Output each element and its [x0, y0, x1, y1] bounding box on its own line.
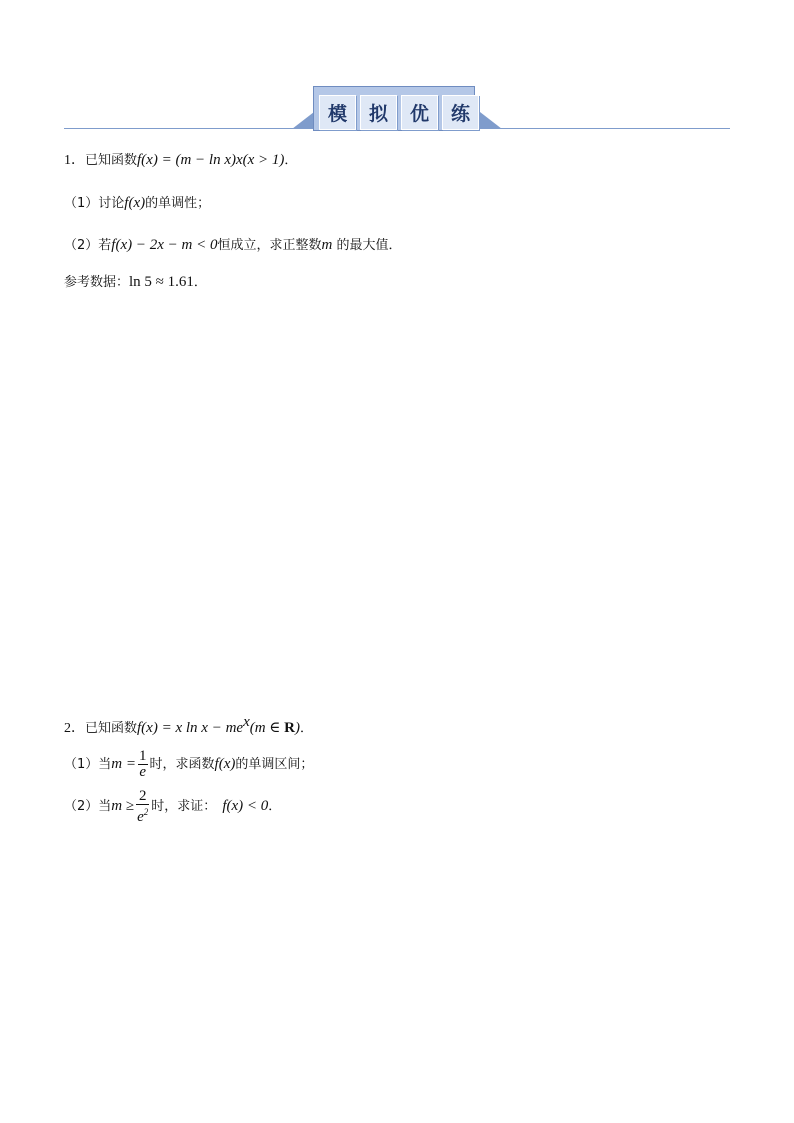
part-math: f(x)	[214, 756, 236, 772]
part-variable: m =	[111, 756, 137, 772]
function-definition: = x ln x − me	[157, 720, 244, 736]
sentence-end: ．	[193, 275, 207, 290]
part-text: 讨论	[98, 196, 125, 211]
function-definition: = (m − ln x)x(x > 1)	[157, 152, 285, 168]
banner-right-wing	[480, 112, 502, 129]
banner-left-wing	[292, 112, 314, 129]
problem-number: 1．	[64, 153, 85, 168]
function-domain-close: )	[295, 720, 301, 736]
function-name: f(x)	[137, 152, 158, 168]
part-text: 的单调性；	[145, 196, 211, 211]
part-label: （1）	[64, 757, 99, 772]
part-text: 当	[98, 757, 112, 772]
fraction-denominator-exponent: 2	[143, 806, 149, 817]
sentence-end: ．	[300, 721, 314, 736]
part-text: 若	[98, 238, 112, 253]
sentence-end: ．	[268, 799, 282, 814]
part-text: 的最大值．	[332, 238, 402, 253]
problem-1-statement	[64, 150, 297, 171]
part-variable: m ≥	[111, 798, 135, 814]
problem-2-part-2	[64, 786, 281, 827]
function-domain: (m ∈	[249, 720, 285, 736]
section-banner	[313, 86, 475, 131]
problem-1-part-2	[64, 235, 401, 256]
banner-tile: 练	[442, 95, 479, 130]
part-math: f(x) < 0	[222, 798, 269, 814]
fraction	[138, 749, 148, 780]
fraction-numerator: 1	[139, 748, 147, 764]
problem-2-part-1	[64, 744, 313, 785]
fraction	[136, 789, 149, 825]
fraction-numerator: 2	[138, 787, 147, 804]
banner-tile: 模	[319, 95, 356, 130]
function-name: f(x)	[137, 720, 158, 736]
part-label: （2）	[64, 799, 99, 814]
part-text: 的单调区间；	[235, 757, 314, 772]
reference-value: ln 5 ≈ 1.61	[129, 274, 194, 290]
fraction-denominator-base: e	[137, 808, 144, 825]
exponent: x	[243, 714, 250, 730]
part-text: 时，求证：	[151, 799, 217, 814]
reference-label: 参考数据：	[64, 275, 130, 290]
banner-tile: 优	[401, 95, 438, 130]
fraction-denominator: e	[139, 764, 147, 780]
sentence-end: ．	[284, 153, 298, 168]
problem-1-part-1	[64, 193, 210, 214]
problem-2-statement	[64, 712, 313, 739]
part-label: （1）	[64, 196, 99, 211]
part-text: 当	[98, 799, 112, 814]
part-variable: m	[321, 237, 333, 253]
part-text: 时，求函数	[149, 757, 215, 772]
problem-intro: 已知函数	[85, 153, 138, 168]
fraction-denominator	[136, 804, 149, 825]
real-set-symbol: R	[284, 720, 296, 736]
reference-data	[64, 272, 207, 293]
banner-tile: 拟	[360, 95, 397, 130]
problem-number: 2．	[64, 721, 85, 736]
part-label: （2）	[64, 238, 99, 253]
problem-intro: 已知函数	[85, 721, 138, 736]
part-math: f(x)	[124, 195, 146, 211]
part-math: f(x) − 2x − m < 0	[111, 237, 218, 253]
part-text: 恒成立，求正整数	[217, 238, 322, 253]
